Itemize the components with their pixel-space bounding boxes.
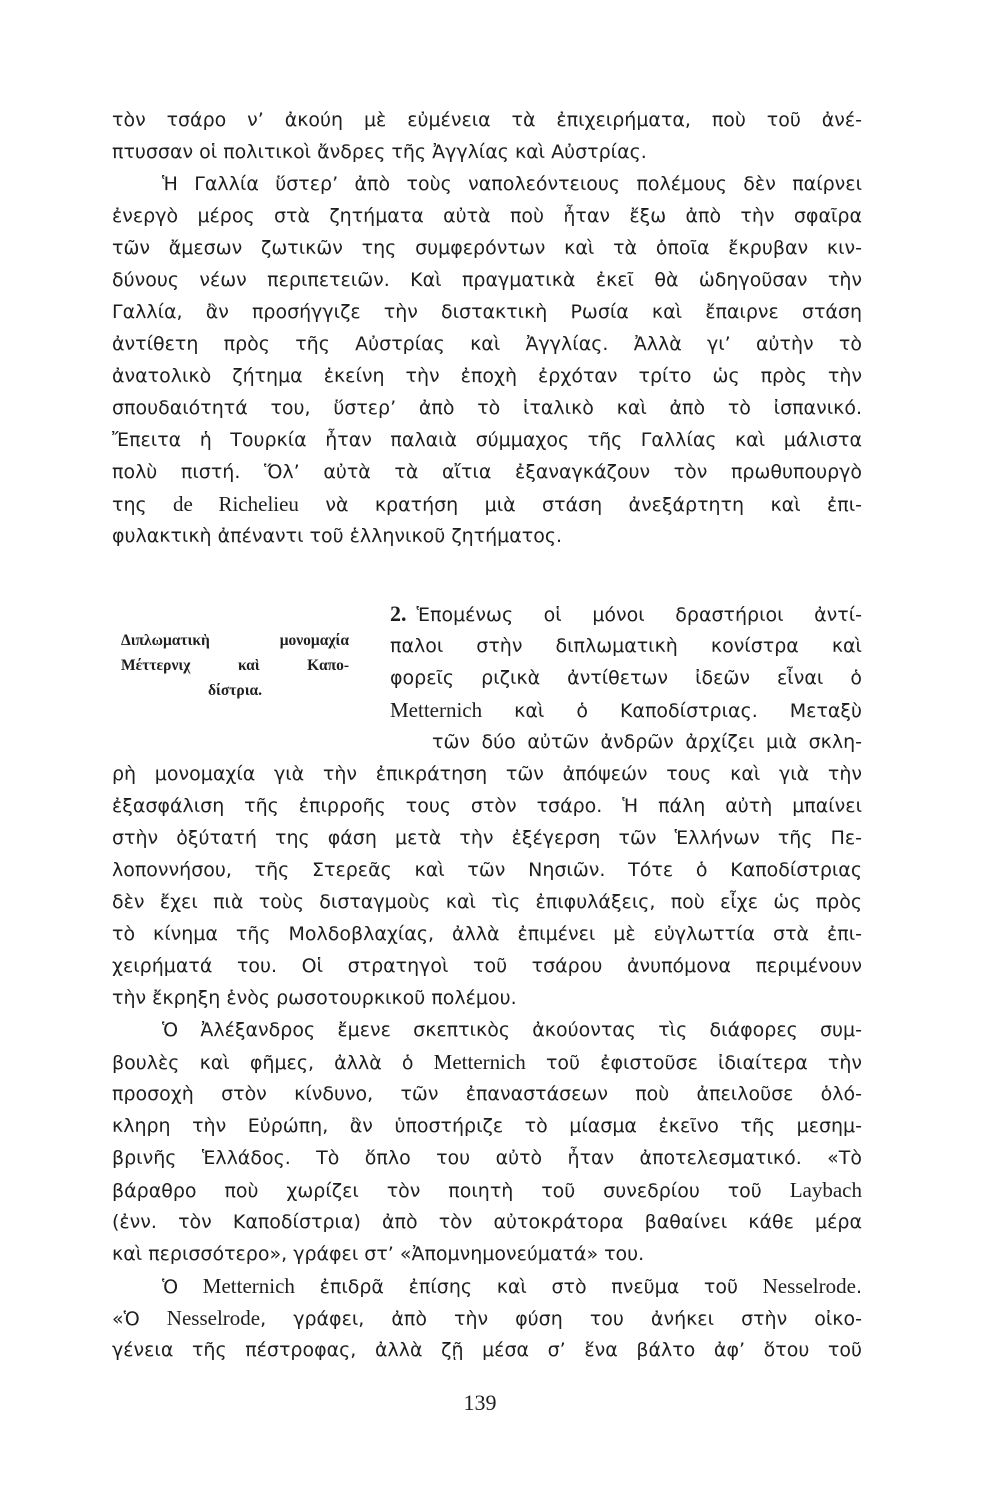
latin-name: de Richelieu — [173, 492, 299, 516]
text-line: τῶν δύο αὐτῶν ἀνδρῶν ἀρχίζει μιὰ σκλη- — [432, 731, 862, 753]
latin-name: Laybach — [789, 1178, 862, 1202]
text-line: ἐνεργὸ μέρος στὰ ζητήματα αὐτὰ ποὺ ἦταν ἔξω ἀπὸ τὴν σφαῖρα — [112, 205, 862, 227]
text-segment: της — [112, 494, 174, 516]
text-segment: βάραθρο ποὺ χωρίζει τὸν ποιητὴ τοῦ συνεδρίου τοῦ — [112, 1180, 790, 1202]
text-line: Ἡ Γαλλία ὕστερ’ ἀπὸ τοὺς ναπολεόντειους πολέμους δὲν παίρνει — [162, 173, 862, 195]
text-line: δύνους νέων περιπετειῶν. Καὶ πραγματικὰ ἐκεῖ θὰ ὡδηγοῦσαν τὴν — [112, 269, 862, 291]
latin-name: Metternich — [390, 698, 483, 722]
text-line: καὶ περισσότερο», γράφει στ’ «Ἀπομνημονεύματά» του. — [112, 1243, 645, 1265]
text-line: τὴν ἔκρηξη ἑνὸς ρωσοτουρκικοῦ πολέμου. — [112, 987, 517, 1009]
text-line — [112, 1270, 862, 1302]
text-line: γένεια τῆς πέστροφας, ἀλλὰ ζῇ μέσα σ’ ἕνα βάλτο ἀφ’ ὅτου τοῦ — [112, 1339, 862, 1361]
text-line: φορεῖς ριζικὰ ἀντίθετων ἰδεῶν εἶναι ὁ — [390, 667, 862, 689]
text-segment: Ἑπομένως οἱ μόνοι δραστήριοι ἀντί- — [416, 604, 862, 626]
text-line: τὸ κίνημα τῆς Μολδοβλαχίας, ἀλλὰ ἐπιμένει μὲ εὐγλωττία στὰ ἐπι- — [112, 923, 862, 945]
side-note-line: Διπλωματικὴ μονομαχία — [121, 632, 349, 649]
text-block-section-2 — [112, 598, 862, 1366]
page-number: 139 — [463, 1390, 497, 1415]
text-line: ρὴ μονομαχία γιὰ τὴν ἐπικράτηση τῶν ἀπόψεών τους καὶ γιὰ τὴν — [112, 763, 862, 785]
text-line: φυλακτικὴ ἀπέναντι τοῦ ἑλληνικοῦ ζητήματος. — [112, 525, 563, 547]
text-line: σπουδαιότητά του, ὕστερ’ ἀπὸ τὸ ἰταλικὸ καὶ ἀπὸ τὸ ἰσπανικό. — [112, 397, 862, 419]
text-line: πολὺ πιστή. Ὅλ’ αὐτὰ τὰ αἴτια ἐξαναγκάζουν τὸν πρωθυπουργὸ — [112, 461, 862, 483]
side-note-line: Μέττερνιχ καὶ Καπο- — [121, 657, 349, 674]
text-line: κληρη τὴν Εὐρώπη, ἂν ὑποστήριζε τὸ μίασμα ἐκεῖνο τῆς μεσημ- — [112, 1115, 862, 1137]
text-line — [390, 694, 862, 726]
text-line: Ὁ Ἀλέξανδρος ἔμενε σκεπτικὸς ἀκούοντας τὶς διάφορες συμ- — [162, 1019, 862, 1041]
text-line — [112, 1046, 862, 1078]
text-segment: . — [855, 1276, 862, 1298]
latin-name: Nesselrode — [762, 1274, 856, 1298]
text-segment: τοῦ ἐφιστοῦσε ἰδιαίτερα τὴν — [525, 1052, 862, 1074]
text-line: Γαλλία, ἂν προσήγγιζε τὴν διστακτικὴ Ρωσία καὶ ἔπαιρνε στάση — [112, 301, 862, 323]
text-line: Ἔπειτα ἡ Τουρκία ἦταν παλαιὰ σύμμαχος τῆς Γαλλίας καὶ μάλιστα — [112, 429, 862, 451]
text-segment: καὶ ὁ Καποδίστριας. Μεταξὺ — [482, 700, 862, 722]
text-line: προσοχὴ στὸν κίνδυνο, τῶν ἐπαναστάσεων ποὺ ἀπειλοῦσε ὁλό- — [112, 1083, 862, 1105]
side-note-line: δίστρια. — [207, 682, 263, 699]
text-segment: βουλὲς καὶ φῆμες, ἀλλὰ ὁ — [112, 1052, 434, 1074]
text-line: ἀνατολικὸ ζήτημα ἐκείνη τὴν ἐποχὴ ἐρχόταν τρίτο ὡς πρὸς τὴν — [112, 365, 862, 387]
text-line: (ἐνν. τὸν Καποδίστρια) ἀπὸ τὸν αὐτοκράτορα βαθαίνει κάθε μέρα — [112, 1211, 862, 1233]
text-line: χειρήματά του. Οἱ στρατηγοὶ τοῦ τσάρου ἀνυπόμονα περιμένουν — [112, 955, 862, 977]
text-line: λοποννήσου, τῆς Στερεᾶς καὶ τῶν Νησιῶν. Τότε ὁ Καποδίστριας — [112, 859, 862, 881]
text-segment: ἐπιδρᾶ ἐπίσης καὶ στὸ πνεῦμα τοῦ — [294, 1276, 763, 1298]
text-line — [112, 1302, 862, 1334]
text-line: βρινῆς Ἑλλάδος. Τὸ ὅπλο του αὐτὸ ἦταν ἀποτελεσματικό. «Τὸ — [112, 1147, 862, 1169]
text-segment: νὰ κρατήση μιὰ στάση ἀνεξάρτητη καὶ ἐπι- — [298, 494, 862, 516]
text-line — [112, 488, 862, 520]
text-line — [112, 1174, 862, 1206]
text-line: πτυσσαν οἱ πολιτικοὶ ἄνδρες τῆς Ἀγγλίας καὶ Αὐστρίας. — [112, 141, 647, 163]
text-segment: , γράφει, ἀπὸ τὴν φύση του ἀνήκει στὴν οἰκο- — [260, 1308, 862, 1330]
text-segment: Ὁ — [162, 1276, 203, 1298]
text-line: τὸν τσάρο ν’ ἀκούη μὲ εὐμένεια τὰ ἐπιχειρήματα, ποὺ τοῦ ἀνέ- — [112, 109, 862, 131]
latin-name: Metternich — [433, 1050, 526, 1074]
text-line: ἐξασφάλιση τῆς ἐπιρροῆς τους στὸν τσάρο. Ἡ πάλη αὐτὴ μπαίνει — [112, 795, 862, 817]
text-block-intro — [112, 104, 862, 552]
latin-name: Nesselrode — [166, 1306, 261, 1330]
text-line: δὲν ἔχει πιὰ τοὺς δισταγμοὺς καὶ τὶς ἐπιφυλάξεις, ποὺ εἶχε ὡς πρὸς — [112, 891, 862, 913]
text-line: στὴν ὀξύτατή της φάση μετὰ τὴν ἐξέγερση τῶν Ἑλλήνων τῆς Πε- — [112, 827, 862, 849]
section-number: 2. — [390, 601, 407, 626]
text-line — [390, 598, 862, 630]
text-line: ἀντίθετη πρὸς τῆς Αὐστρίας καὶ Ἀγγλίας. Ἀλλὰ γι’ αὐτὴν τὸ — [112, 333, 862, 355]
text-line: τῶν ἄμεσων ζωτικῶν της συμφερόντων καὶ τὰ ὁποῖα ἔκρυβαν κιν- — [112, 237, 862, 259]
text-segment: «Ὁ — [112, 1308, 167, 1330]
latin-name: Metternich — [202, 1274, 295, 1298]
text-line: παλοι στὴν διπλωματικὴ κονίστρα καὶ — [390, 635, 862, 657]
